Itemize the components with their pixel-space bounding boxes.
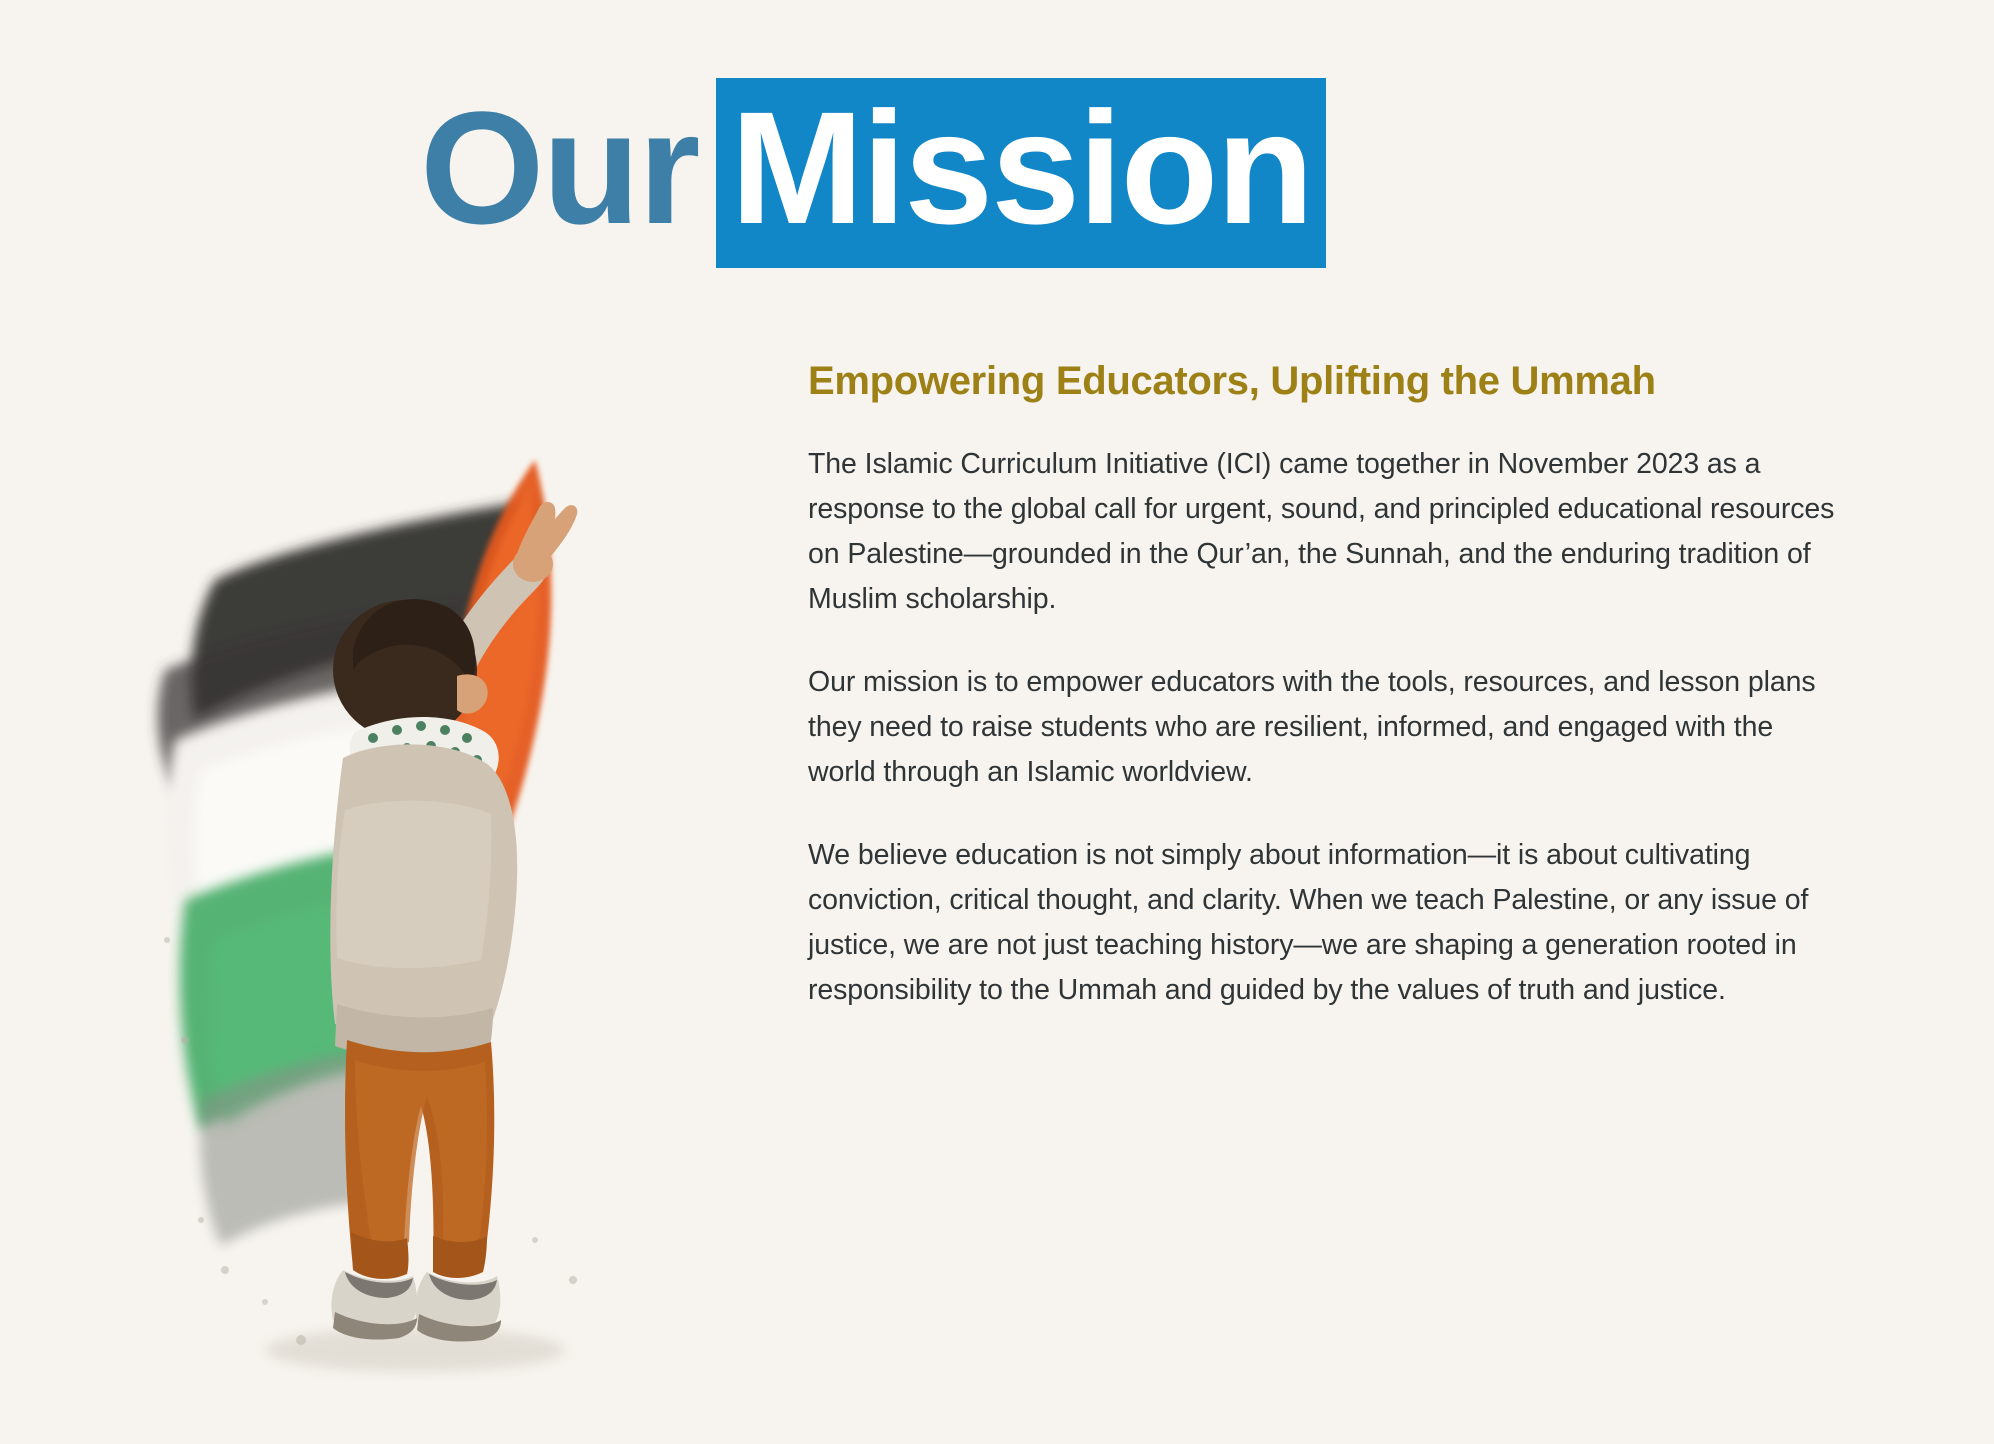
mission-paragraph-2: Our mission is to empower educators with the tools, resources, and lesson plans they need to raise students who are resilient, informed, and engaged with the world through an Islamic worldview.	[808, 665, 1816, 788]
section-subtitle: Empowering Educators, Uplifting the Ummah	[808, 359, 1656, 403]
page-title-word-our: Our	[420, 78, 699, 257]
child-holding-palestinian-flag-image	[105, 340, 725, 1400]
page-title	[420, 78, 1326, 268]
mission-paragraph-3: We believe education is not simply about information—it is about cultivating conviction, critical thought, and clarity. When we teach Palestine, or any issue of justice, we are not just teaching history—we are shaping a generation rooted in responsibility to the Ummah and guided by the values of truth and justice.	[808, 838, 1809, 1006]
mission-paragraph-1: The Islamic Curriculum Initiative (ICI) came together in November 2023 as a response to the global call for urgent, sound, and principled educational resources on Palestine—grounded in the Qur’an, the Sunnah, and the enduring tradition of Muslim scholarship.	[808, 447, 1835, 615]
page-title-word-mission: Mission	[716, 78, 1326, 268]
mission-text-column	[808, 355, 1843, 1013]
